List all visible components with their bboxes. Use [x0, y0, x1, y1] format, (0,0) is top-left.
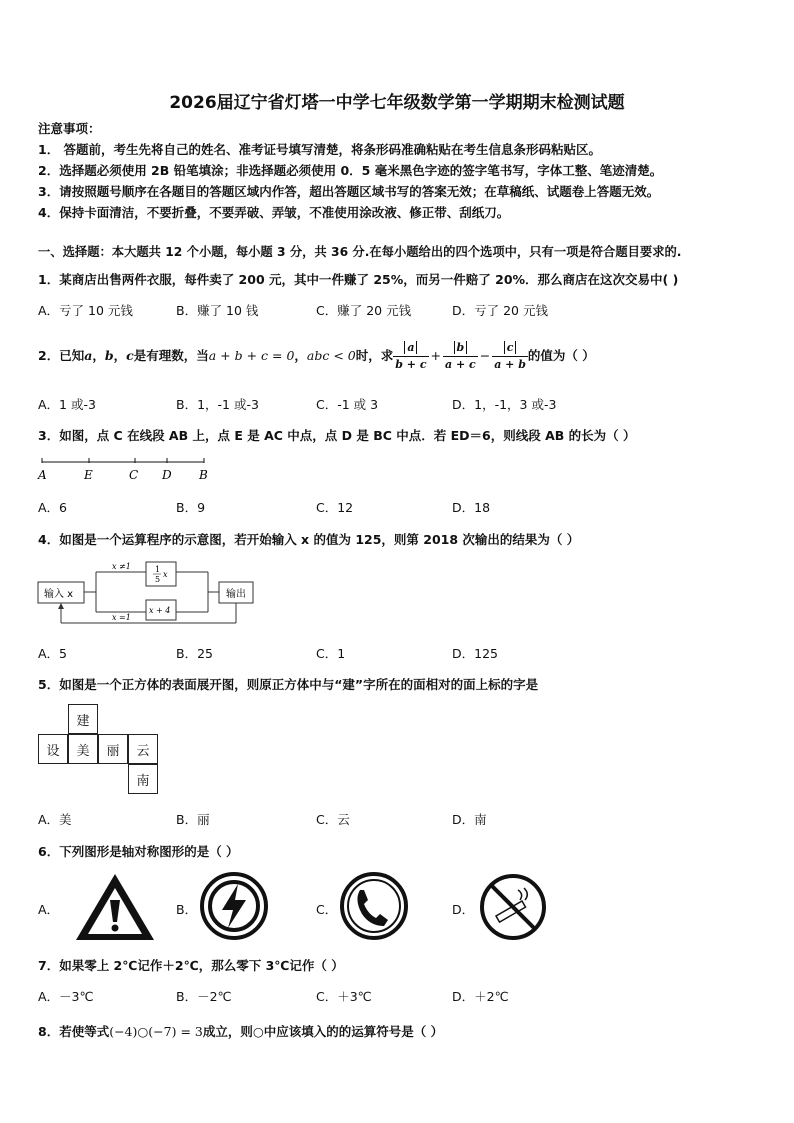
q4-flowchart — [36, 560, 258, 630]
q2-mid-text-2: 时，求 — [355, 348, 394, 363]
q5-cube-net — [38, 704, 168, 800]
q2-option-b: B．1，-1 或-3 — [176, 397, 259, 412]
q2-var-a: a — [84, 348, 93, 363]
q2-minus: − — [479, 348, 491, 363]
q6-label-b: B． — [176, 902, 198, 917]
q2-fraction-2-numerator: b — [454, 341, 468, 354]
q1-option-c: C．赚了 20 元钱 — [316, 303, 412, 318]
question-8-stem — [38, 1024, 443, 1040]
q6-label-d: D． — [452, 902, 475, 917]
q4-condition-top: x ≠1 — [112, 562, 131, 571]
q3-option-a: A．6 — [38, 500, 68, 515]
q7-option-d: D．＋2℃ — [452, 989, 509, 1004]
q2-fraction-2 — [443, 340, 478, 373]
q3-point-b: B — [199, 468, 208, 482]
q2-fraction-1-numerator: a — [404, 341, 417, 354]
cube-face-yun: 云 — [128, 734, 158, 764]
cube-face-mei: 美 — [68, 734, 98, 764]
question-6-stem: 6．下列图形是轴对称图形的是（ ） — [38, 844, 239, 859]
question-3-stem: 3．如图，点 C 在线段 AB 上，点 E 是 AC 中点，点 D 是 BC 中点．若 ED＝6，则线段 AB 的长为（ ） — [38, 428, 636, 443]
q2-option-a: A．1 或-3 — [38, 397, 96, 412]
q4-option-a: A．5 — [38, 646, 68, 661]
q2-condition-product: abc < 0 — [306, 348, 356, 363]
question-7-stem: 7．如果零上 2℃记作＋2℃，那么零下 3℃记作（ ） — [38, 958, 344, 973]
q4-input-label: 输入 x — [44, 589, 74, 600]
question-2-stem — [38, 338, 595, 374]
q4-option-c: C．1 — [316, 646, 346, 661]
q5-option-c: C．云 — [316, 812, 350, 827]
q2-fraction-2-denominator: a + c — [445, 357, 476, 371]
q4-box-top-denominator: 5 — [155, 575, 161, 584]
q4-option-b: B．25 — [176, 646, 213, 661]
q8-prefix: 8．若使等式 — [38, 1024, 110, 1039]
q3-option-b: B．9 — [176, 500, 206, 515]
q5-option-a: A．美 — [38, 812, 72, 827]
q4-box-bottom-label: x + 4 — [149, 606, 171, 615]
q2-mid-text: 是有理数，当 — [133, 348, 209, 363]
question-5-stem: 5．如图是一个正方体的表面展开图，则原正方体中与“建”字所在的面相对的面上标的字是 — [38, 677, 539, 692]
q2-fraction-1 — [393, 340, 428, 373]
q4-box-top-variable: x — [163, 570, 168, 579]
cube-face-li: 丽 — [98, 734, 128, 764]
q8-suffix: 成立，则○中应该填入的的运算符号是（ ） — [202, 1024, 444, 1039]
lightning-bolt-icon — [198, 870, 270, 942]
cube-face-nan: 南 — [128, 764, 158, 794]
q1-option-d: D．亏了 20 元钱 — [452, 303, 548, 318]
q5-option-d: D．南 — [452, 812, 487, 827]
q3-point-d: D — [162, 468, 172, 482]
telephone-icon — [338, 870, 410, 942]
notice-item-1: 1． 答题前，考生先将自己的姓名、准考证号填写清楚，将条形码准确粘贴在考生信息条形码粘贴区。 — [38, 142, 602, 157]
q4-option-d: D．125 — [452, 646, 498, 661]
q2-comma: ， — [294, 348, 307, 363]
page-title: 2026届辽宁省灯塔一中学七年级数学第一学期期末检测试题 — [169, 93, 625, 113]
q7-option-c: C．＋3℃ — [316, 989, 372, 1004]
notice-heading: 注意事项： — [38, 121, 101, 136]
q2-suffix: 的值为（ ） — [527, 348, 595, 363]
q2-plus: + — [430, 348, 442, 363]
cube-face-she: 设 — [38, 734, 68, 764]
q7-option-a: A．－3℃ — [38, 989, 94, 1004]
q7-option-b: B．－2℃ — [176, 989, 232, 1004]
q4-box-top-numerator: 1 — [155, 565, 161, 574]
question-4-stem: 4．如图是一个运算程序的示意图，若开始输入 x 的值为 125，则第 2018 次输出的结果为（ ） — [38, 532, 580, 547]
q2-comma: ， — [92, 348, 105, 363]
q3-point-c: C — [129, 468, 139, 482]
q6-label-c: C． — [316, 902, 338, 917]
q2-option-c: C．-1 或 3 — [316, 397, 379, 412]
q3-point-e: E — [84, 468, 93, 482]
q2-condition-sum: a + b + c = 0 — [208, 348, 295, 363]
q6-label-a: A． — [38, 902, 60, 917]
q4-condition-bottom: x =1 — [112, 613, 131, 622]
q8-expression: (−4)○(−7) = 3 — [109, 1024, 203, 1039]
q2-var-b: b — [104, 348, 114, 363]
q3-point-a: A — [38, 468, 47, 482]
q1-option-b: B．赚了 10 钱 — [176, 303, 259, 318]
warning-triangle-icon — [72, 870, 158, 944]
q2-prefix: 2．已知 — [38, 348, 85, 363]
q2-fraction-1-denominator: b + c — [395, 357, 427, 371]
q2-fraction-3-numerator: c — [504, 341, 517, 354]
no-smoking-icon — [478, 872, 548, 942]
q4-output-label: 输出 — [226, 589, 246, 600]
notice-item-4: 4．保持卡面清洁，不要折叠，不要弄破、弄皱，不准使用涂改液、修正带、刮纸刀。 — [38, 205, 510, 220]
q2-var-c: c — [126, 348, 134, 363]
q5-option-b: B．丽 — [176, 812, 210, 827]
q3-line-segment-figure — [36, 455, 216, 485]
notice-item-3: 3．请按照题号顺序在各题目的答题区域内作答，超出答题区域书写的答案无效；在草稿纸、试题卷上答题无效。 — [38, 184, 660, 199]
section-heading: 一、选择题：本大题共 12 个小题，每小题 3 分，共 36 分.在每小题给出的四个选项中，只有一项是符合题目要求的. — [38, 245, 682, 259]
q2-option-d: D．1，-1，3 或-3 — [452, 397, 557, 412]
q3-option-d: D．18 — [452, 500, 491, 515]
q2-fraction-3-denominator: a + b — [494, 357, 526, 371]
q3-option-c: C．12 — [316, 500, 354, 515]
q1-option-a: A．亏了 10 元钱 — [38, 303, 133, 318]
cube-face-jian: 建 — [68, 704, 98, 734]
q2-comma: ， — [113, 348, 127, 363]
q2-fraction-3 — [492, 340, 528, 373]
question-1-stem: 1．某商店出售两件衣服，每件卖了 200 元，其中一件赚了 25%，而另一件赔了 20%．那么商店在这次交易中( ) — [38, 272, 679, 287]
notice-item-2: 2．选择题必须使用 2B 铅笔填涂；非选择题必须使用 0．5 毫米黑色字迹的签字笔书写，字体工整、笔迹清楚。 — [38, 163, 663, 178]
